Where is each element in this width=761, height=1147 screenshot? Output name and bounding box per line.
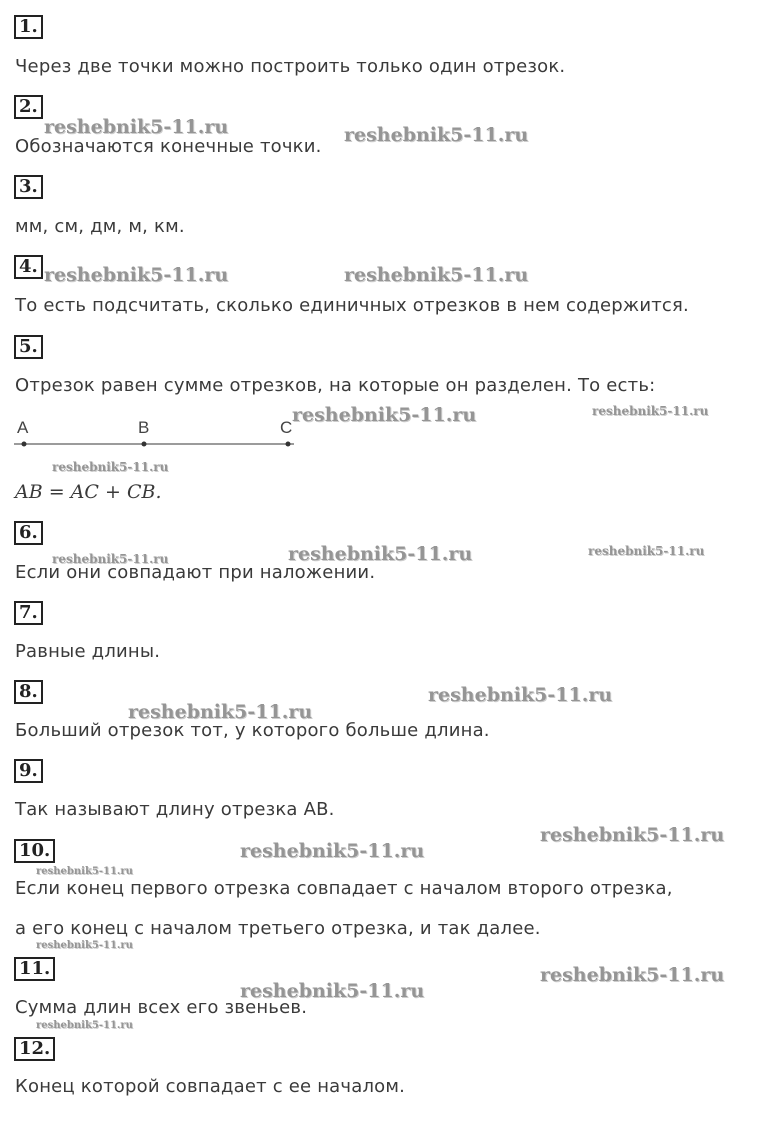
answer-9: Так называют длину отрезка AB. [15, 799, 335, 820]
watermark: reshebnik5-11.ru [44, 264, 229, 286]
answer-2: Обозначаются конечные точки. [15, 136, 322, 157]
answer-10-line-2: а его конец с началом третьего отрезка, и так далее. [15, 918, 541, 939]
watermark: reshebnik5-11.ru [52, 460, 169, 474]
segment-diagram [10, 412, 310, 462]
watermark: reshebnik5-11.ru [36, 1020, 133, 1031]
item-number-11: 11. [14, 957, 55, 981]
watermark: reshebnik5-11.ru [36, 940, 133, 951]
answer-5: Отрезок равен сумме отрезков, на которые он разделен. То есть: [15, 375, 656, 396]
watermark: reshebnik5-11.ru [428, 684, 613, 706]
watermark: reshebnik5-11.ru [36, 866, 133, 877]
watermark: reshebnik5-11.ru [240, 980, 425, 1002]
point-c-label: C [280, 418, 293, 437]
item-number-3: 3. [14, 175, 43, 199]
watermark: reshebnik5-11.ru [52, 552, 169, 566]
item-number-2: 2. [14, 95, 43, 119]
point-a-dot [22, 442, 27, 447]
watermark: reshebnik5-11.ru [128, 701, 313, 723]
item-number-5: 5. [14, 335, 43, 359]
point-b-dot [142, 442, 147, 447]
item-number-4: 4. [14, 255, 43, 279]
watermark: reshebnik5-11.ru [240, 840, 425, 862]
answer-8: Больший отрезок тот, у которого больше длина. [15, 720, 490, 741]
watermark: reshebnik5-11.ru [344, 264, 529, 286]
formula-ab: AB = AC + CB. [15, 481, 162, 503]
answer-7: Равные длины. [15, 641, 161, 662]
watermark: reshebnik5-11.ru [292, 404, 477, 426]
answer-12: Конец которой совпадает с ее началом. [15, 1076, 406, 1097]
watermark: reshebnik5-11.ru [288, 543, 473, 565]
item-number-1: 1. [14, 15, 43, 39]
watermark: reshebnik5-11.ru [540, 824, 725, 846]
point-c-dot [286, 442, 291, 447]
point-b-label: B [138, 418, 150, 437]
watermark: reshebnik5-11.ru [588, 544, 705, 558]
item-number-9: 9. [14, 759, 43, 783]
answer-11: Сумма длин всех его звеньев. [15, 997, 308, 1018]
watermark: reshebnik5-11.ru [592, 404, 709, 418]
item-number-10: 10. [14, 839, 55, 863]
item-number-6: 6. [14, 521, 43, 545]
item-number-8: 8. [14, 680, 43, 704]
watermark: reshebnik5-11.ru [344, 124, 529, 146]
item-number-12: 12. [14, 1037, 55, 1061]
answer-3: мм, см, дм, м, км. [15, 216, 185, 237]
point-a-label: A [17, 418, 29, 437]
answer-10-line-1: Если конец первого отрезка совпадает с началом второго отрезка, [15, 878, 673, 899]
item-number-7: 7. [14, 601, 43, 625]
answer-1: Через две точки можно построить только один отрезок. [15, 56, 566, 77]
answer-4: То есть подсчитать, сколько единичных отрезков в нем содержится. [15, 295, 689, 316]
watermark: reshebnik5-11.ru [44, 116, 229, 138]
watermark: reshebnik5-11.ru [540, 964, 725, 986]
answer-6: Если они совпадают при наложении. [15, 562, 376, 583]
